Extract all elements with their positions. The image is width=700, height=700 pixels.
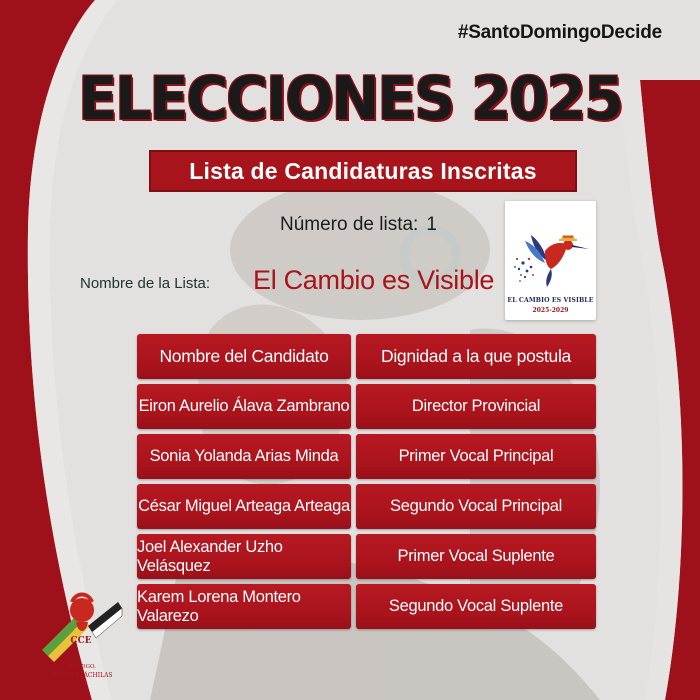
subtitle-text: Lista de Candidaturas Inscritas [189, 157, 537, 184]
candidate-name: Joel Alexander Uzho Velásquez [137, 534, 351, 579]
page-title: ELECCIONES 2025 [78, 64, 622, 134]
party-logo-years: 2025-2029 [532, 307, 569, 314]
candidate-position: Segundo Vocal Principal [356, 484, 596, 529]
cce-line1: STO. DGO. [66, 664, 96, 670]
candidate-position: Director Provincial [356, 384, 596, 429]
candidate-name: Sonia Yolanda Arias Minda [137, 434, 351, 479]
subtitle-banner [149, 150, 577, 192]
table-row [137, 584, 596, 629]
header-position: Dignidad a la que postula [356, 334, 596, 379]
candidate-position: Primer Vocal Principal [356, 434, 596, 479]
table-row [137, 534, 596, 579]
party-logo [505, 201, 596, 320]
party-logo-name: EL CAMBIO ES VISIBLE [507, 297, 594, 304]
list-number [280, 214, 437, 236]
header-candidate-name: Nombre del Candidato [137, 334, 351, 379]
candidate-name: Karem Lorena Montero Valarezo [137, 584, 351, 629]
candidate-name: César Miguel Arteaga Arteaga [137, 484, 351, 529]
list-name-label: Nombre de la Lista: [80, 275, 211, 292]
cce-logo [38, 592, 124, 686]
candidates-table [137, 334, 596, 634]
table-row [137, 484, 596, 529]
list-number-label: Número de lista: [280, 214, 419, 235]
candidate-position: Primer Vocal Suplente [356, 534, 596, 579]
table-row [137, 384, 596, 429]
list-number-value: 1 [426, 214, 437, 235]
hashtag: #SantoDomingoDecide [457, 22, 662, 43]
table-row [137, 434, 596, 479]
cce-emblem-icon [38, 592, 124, 662]
table-header-row [137, 334, 596, 379]
candidate-name: Eiron Aurelio Álava Zambrano [137, 384, 351, 429]
cce-line2: DE LOS TSÁCHILAS [49, 672, 113, 679]
candidate-position: Segundo Vocal Suplente [356, 584, 596, 629]
cce-acronym: CCE [70, 636, 92, 646]
list-name-value: El Cambio es Visible [253, 265, 495, 295]
hummingbird-icon [511, 211, 591, 295]
